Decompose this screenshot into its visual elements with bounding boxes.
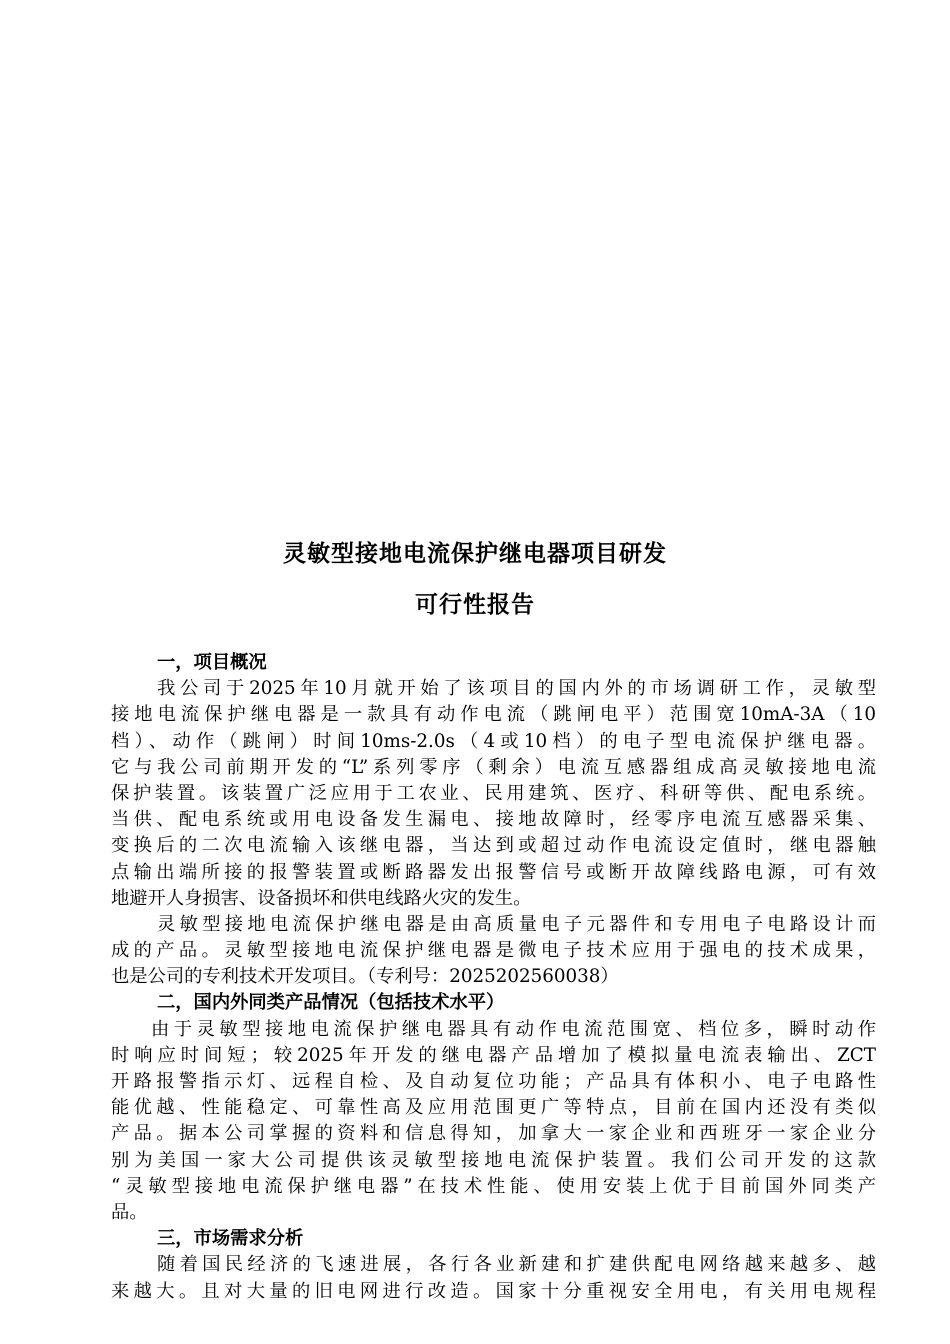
paragraph-line: 档）、动作（跳闸）时间10ms-2.0s（4或10档）的电子型电流保护继电器。 bbox=[111, 730, 876, 752]
section-heading-similar-products: 二，国内外同类产品情况（包括技术水平） bbox=[157, 992, 505, 1014]
paragraph bbox=[111, 912, 876, 991]
paragraph-line: 产品。据本公司掌握的资料和信息得知，加拿大一家企业和西班牙一家企业分 bbox=[111, 1123, 876, 1145]
paragraph-line: 随着国民经济的飞速进展，各行各业新建和扩建供配电网络越来越多、越 bbox=[157, 1254, 876, 1276]
paragraph-line: 点输出端所接的报警装置或断路器发出报警信号或断开故障线路电源，可有效 bbox=[111, 861, 876, 883]
paragraph-line: 它与我公司前期开发的“L”系列零序（剩余）电流互感器组成高灵敏接地电流 bbox=[111, 756, 876, 778]
paragraph-line: 开路报警指示灯、远程自检、及自动复位功能；产品具有体积小、电子电路性 bbox=[111, 1071, 876, 1092]
paragraph-line: 品。 bbox=[111, 1201, 148, 1223]
paragraph-line: 地避开人身损害、设备损坏和供电线路火灾的发生。 bbox=[111, 887, 532, 909]
paragraph-line: 我公司于2025年10月就开始了该项目的国内外的市场调研工作，灵敏型 bbox=[157, 678, 876, 700]
paragraph-line: “灵敏型接地电流保护继电器”在技术性能、使用安装上优于目前国外同类产 bbox=[111, 1175, 876, 1197]
paragraph-line: 由于灵敏型接地电流保护继电器具有动作电流范围宽、档位多，瞬时动作 bbox=[151, 1018, 876, 1040]
paragraph bbox=[111, 1252, 876, 1304]
document-title: 灵敏型接地电流保护继电器项目研发 bbox=[283, 541, 667, 567]
paragraph bbox=[111, 1017, 876, 1227]
paragraph-line: 接地电流保护继电器是一款具有动作电流（跳闸电平）范围宽10mA-3A（10 bbox=[111, 704, 876, 726]
paragraph-line: 时响应时间短；较2025年开发的继电器产品增加了模拟量电流表输出、ZCT bbox=[111, 1044, 876, 1066]
section-heading-overview: 一，项目概况 bbox=[157, 652, 267, 673]
paragraph-line: 别为美国一家大公司提供该灵敏型接地电流保护装置。我们公司开发的这款 bbox=[111, 1149, 876, 1171]
paragraph-line: 保护装置。该装置广泛应用于工农业、民用建筑、医疗、科研等供、配电系统。 bbox=[111, 782, 876, 804]
paragraph-line: 灵敏型接地电流保护继电器是由高质量电子元器件和专用电子电路设计而 bbox=[157, 913, 876, 935]
paragraph-line: 当供、配电系统或用电设备发生漏电、接地故障时，经零序电流互感器采集、 bbox=[111, 809, 876, 831]
paragraph-line: 来越大。且对大量的旧电网进行改造。国家十分重视安全用电，有关用电规程 bbox=[111, 1280, 876, 1302]
paragraph-line: 变换后的二次电流输入该继电器，当达到或超过动作电流设定值时，继电器触 bbox=[111, 835, 876, 857]
paragraph bbox=[111, 676, 876, 912]
paragraph-line: 也是公司的专利技术开发项目。（专利号：2025202560038） bbox=[111, 966, 619, 988]
section-heading-market-demand: 三，市场需求分析 bbox=[157, 1228, 304, 1250]
paragraph-line: 成的产品。灵敏型接地电流保护继电器是微电子技术应用于强电的技术成果， bbox=[111, 940, 876, 962]
document-subtitle: 可行性报告 bbox=[415, 592, 535, 618]
paragraph-line: 能优越、性能稳定、可靠性高及应用范围更广等特点，目前在国内还没有类似 bbox=[111, 1097, 876, 1119]
document-body bbox=[111, 650, 876, 1305]
